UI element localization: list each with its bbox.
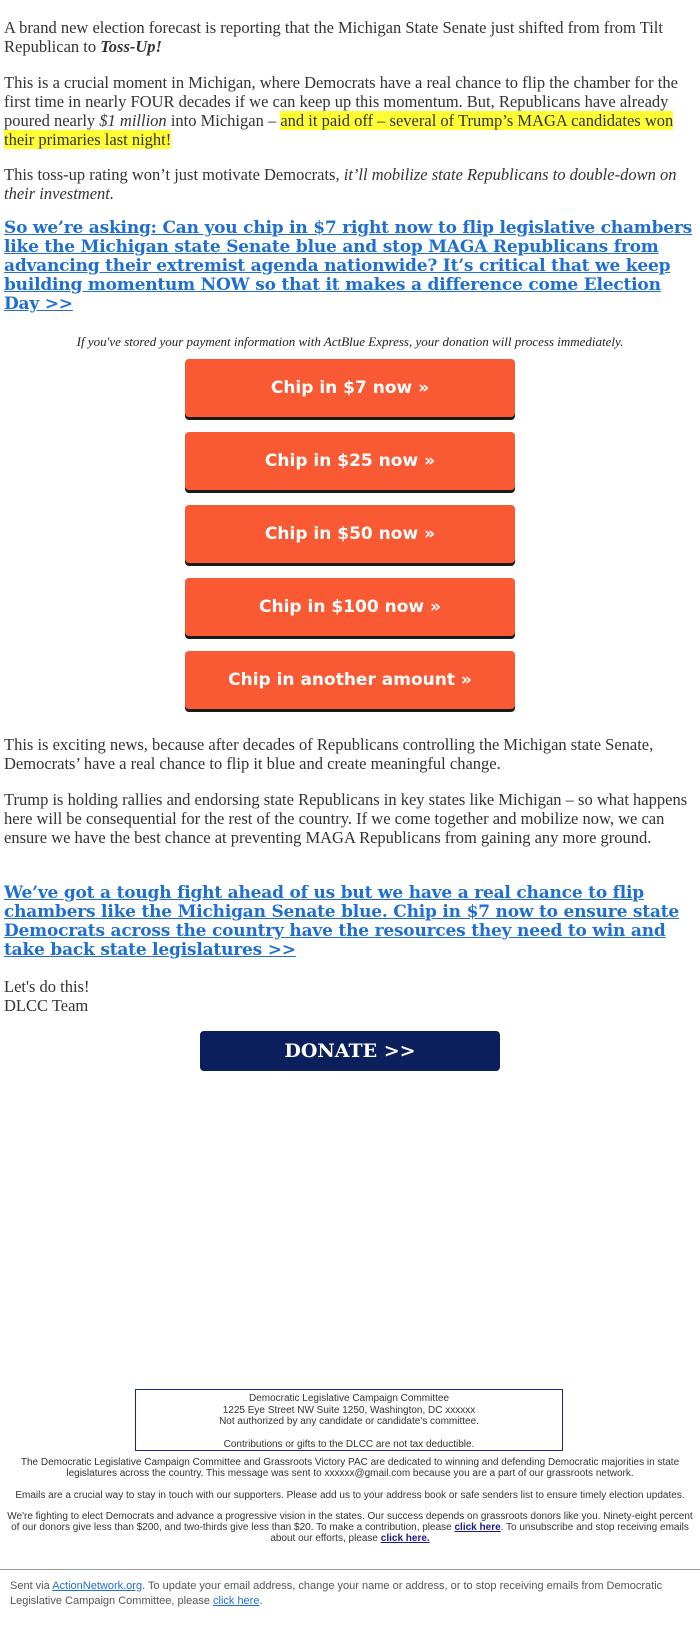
- million-emphasis: $1 million: [99, 111, 167, 130]
- donate-button[interactable]: DONATE >>: [200, 1031, 500, 1071]
- intro-p2-a: This is a crucial moment in Michigan, where Democrats have a real chance to flip the chamber for the first time in nearly FOUR decades if we can keep up this momentum. But, Republicans have already poured nearly: [4, 73, 678, 130]
- footer-paragraph-3: [6, 1511, 694, 1544]
- ask-link-1[interactable]: So we’re asking: Can you chip in $7 right now to flip legislative chambers like the Michigan state Senate blue and stop MAGA Republicans from advancing their extremist agenda nationwide? It’s critical that we keep building momentum NOW so that it makes a difference come Election Day >>: [4, 218, 693, 314]
- toss-up-emphasis: Toss-Up!: [100, 37, 162, 56]
- footer-p3-b: . To unsubscribe and stop receiving emails about our efforts, please: [270, 1522, 689, 1544]
- contribute-link[interactable]: click here: [454, 1522, 501, 1533]
- footer-paragraph-1: The Democratic Legislative Campaign Committee and Grassroots Victory PAC are dedicated to winning and defending Democratic majorities in state legislatures across the country. This message was sent to xxxxxx@gmail.com because you are a part of our grassroots network.: [20, 1457, 680, 1479]
- ask-link-2[interactable]: We’ve got a tough fight ahead of us but we have a real chance to flip chambers like the Michigan Senate blue. Chip in $7 now to ensure state Democrats across the country have the resources they need to win and take back state legislatures >>: [4, 883, 680, 960]
- org-name: Democratic Legislative Campaign Committee: [248, 1393, 450, 1404]
- org-street: 1225 Eye Street NW Suite 1250, Washington, DC xxxxxx: [222, 1404, 476, 1416]
- tax-disclaimer: Contributions or gifts to the DLCC are not tax deductible.: [223, 1438, 475, 1450]
- sent-via-line: [10, 1579, 690, 1609]
- footer-p3-a: We're fighting to elect Democrats and advance a progressive vision in the states. Our success depends on grassroots donors like you. Ninety-eight percent of our donors give less than $200, and two-thirds give less than $20. To make a contribution, please: [7, 1511, 693, 1533]
- chip-in-100-button[interactable]: Chip in $100 now »: [185, 578, 515, 636]
- body-paragraph-5: Trump is holding rallies and endorsing state Republicans in key states like Michigan – so what happens here will be consequential for the rest of the country. If we come together and mobilize now, we can ensure we have the best chance at preventing MAGA Republicans from gaining any more ground.: [4, 790, 688, 847]
- intro-p2-b: into Michigan –: [166, 111, 281, 130]
- chip-in-50-button[interactable]: Chip in $50 now »: [185, 505, 515, 563]
- chip-in-25-button[interactable]: Chip in $25 now »: [185, 432, 515, 490]
- intro-paragraph-2: [4, 73, 696, 149]
- address-box: [135, 1389, 563, 1451]
- body-paragraph-4: This is exciting news, because after decades of Republicans controlling the Michigan state Senate, Democrats’ have a real chance to flip it blue and create meaningful change.: [4, 735, 654, 773]
- sent-prefix: Sent via: [10, 1580, 53, 1592]
- signoff-line-1: Let's do this!: [4, 977, 90, 996]
- authorization-disclaimer: Not authorized by any candidate or candidate's committee.: [219, 1416, 479, 1427]
- signoff-line-2: DLCC Team: [4, 996, 89, 1015]
- sent-suffix: .: [259, 1595, 263, 1607]
- intro-paragraph-3: [4, 165, 696, 203]
- mobilize-emphasis: it’ll mobilize state Republicans to double-down on their investment.: [4, 165, 677, 203]
- sent-middle: . To update your email address, change your name or address, or to stop receiving emails from Democratic Legislative Campaign Committee, please: [10, 1580, 663, 1607]
- highlighted-text: and it paid off – several of Trump’s MAGA candidates won their primaries last night!: [4, 111, 674, 149]
- unsubscribe-link[interactable]: click here.: [380, 1533, 430, 1544]
- update-email-link[interactable]: click here: [213, 1595, 260, 1607]
- action-network-link[interactable]: ActionNetwork.org: [52, 1580, 143, 1592]
- intro-paragraph-1: [4, 18, 696, 56]
- intro-p1-text: A brand new election forecast is reporting that the Michigan State Senate just shifted from from Tilt Republican to: [4, 18, 663, 56]
- intro-p3-a: This toss-up rating won’t just motivate Democrats,: [4, 165, 344, 184]
- chip-in-other-button[interactable]: Chip in another amount »: [185, 651, 515, 709]
- footer-divider: [0, 1569, 700, 1570]
- chip-in-7-button[interactable]: Chip in $7 now »: [185, 359, 515, 417]
- footer-paragraph-2: Emails are a crucial way to stay in touch with our supporters. Please add us to your address book or safe senders list to ensure timely election updates.: [15, 1490, 685, 1501]
- actblue-express-note: If you've stored your payment information with ActBlue Express, your donation will process immediately.: [76, 334, 624, 349]
